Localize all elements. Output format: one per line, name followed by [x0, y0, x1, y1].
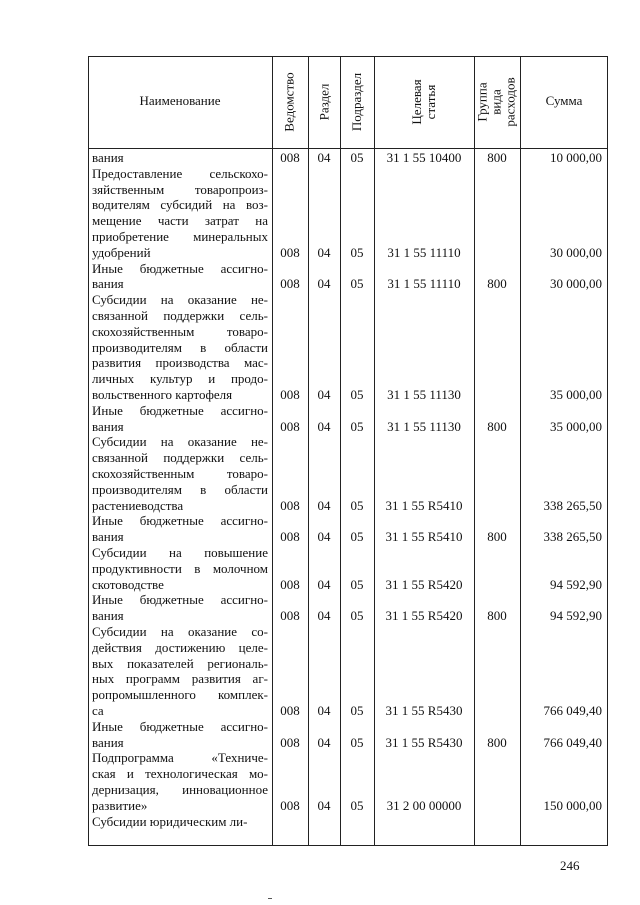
- name-line: Субсидии на оказание не-: [92, 292, 268, 308]
- vedomstvo-cell: 008: [280, 734, 300, 750]
- summa-cell: 30 000,00: [550, 244, 602, 260]
- podrazdel-cell: 05: [350, 387, 364, 402]
- name-line: са: [92, 702, 104, 718]
- summa-cell: 30 000,00: [550, 276, 602, 292]
- name-line: Предоставление сельскохо-: [92, 165, 268, 181]
- gruppa-cell: 800: [487, 418, 507, 434]
- name-line: Субсидии на оказание со-: [92, 624, 268, 639]
- name-line: вольственного картофеля: [92, 386, 233, 402]
- razdel-cell: 04: [317, 608, 331, 624]
- podrazdel-cell: 05: [350, 150, 364, 165]
- header-summa: Сумма: [545, 93, 583, 108]
- summa-cell: 35 000,00: [550, 418, 602, 434]
- name-line: вания: [92, 608, 124, 624]
- name-line: вания: [92, 150, 124, 165]
- table-row-name: [92, 403, 268, 435]
- name-line: скохозяйственным товаро-: [92, 323, 268, 339]
- summa-cell: 766 049,40: [543, 703, 602, 718]
- podrazdel-cell: 05: [350, 608, 364, 624]
- table-row-name: [92, 719, 268, 751]
- column-divider: [520, 56, 521, 846]
- summa-cell: 150 000,00: [543, 797, 602, 813]
- name-line: вания: [92, 734, 124, 750]
- razdel-cell: 04: [317, 418, 331, 434]
- gruppa-cell: 800: [487, 734, 507, 750]
- vedomstvo-cell: 008: [280, 797, 300, 813]
- vedomstvo-cell: 008: [280, 276, 300, 292]
- name-line: удобрений: [92, 244, 151, 260]
- vedomstvo-cell: 008: [280, 387, 300, 402]
- razdel-cell: 04: [317, 734, 331, 750]
- celevaya-cell: 31 1 55 11110: [387, 276, 461, 292]
- scan-speck: [268, 898, 272, 899]
- table-row-name: [92, 592, 268, 624]
- celevaya-cell: 31 1 55 R5430: [385, 703, 463, 718]
- gruppa-cell: 800: [487, 276, 507, 292]
- vedomstvo-cell: 008: [280, 244, 300, 260]
- podrazdel-cell: 05: [350, 418, 364, 434]
- name-line: Субсидии на повышение: [92, 545, 268, 560]
- name-line: Субсидии на оказание не-: [92, 434, 268, 450]
- name-line: скотоводстве: [92, 576, 164, 592]
- razdel-cell: 04: [317, 276, 331, 292]
- header-divider: [88, 148, 608, 149]
- summa-cell: 94 592,90: [550, 608, 602, 624]
- podrazdel-cell: 05: [350, 276, 364, 292]
- table-row-name: [92, 166, 268, 261]
- celevaya-cell: 31 1 55 11110: [387, 244, 461, 260]
- razdel-cell: 04: [317, 576, 331, 592]
- podrazdel-cell: 05: [350, 703, 364, 718]
- header-podrazdel: Подраздел: [349, 72, 365, 132]
- celevaya-cell: 31 1 55 11130: [387, 418, 461, 434]
- podrazdel-cell: 05: [350, 734, 364, 750]
- name-line: производителям в области: [92, 481, 268, 497]
- name-line: производителям в области: [92, 339, 268, 355]
- celevaya-cell: 31 1 55 R5430: [385, 734, 463, 750]
- name-line: вания: [92, 276, 124, 292]
- column-divider: [340, 56, 341, 846]
- name-line: вания: [92, 418, 124, 434]
- table-row-name: [92, 292, 268, 403]
- name-line: Иные бюджетные ассигно-: [92, 513, 268, 529]
- celevaya-cell: 31 1 55 R5420: [385, 608, 463, 624]
- vedomstvo-cell: 008: [280, 418, 300, 434]
- summa-cell: 766 049,40: [543, 734, 602, 750]
- table-row-name: [92, 814, 268, 830]
- table-row-name: [92, 545, 268, 592]
- name-line: вых показателей региональ-: [92, 655, 268, 671]
- celevaya-cell: 31 1 55 R5410: [385, 497, 463, 513]
- name-line: ропромышленного комплек-: [92, 687, 268, 703]
- header-celevaya-statya: Целевая статья: [409, 79, 438, 125]
- header-gruppa-vida-rashodov: Группа вида расходов: [475, 77, 518, 127]
- table-row-name: [92, 434, 268, 513]
- name-line: приобретение минеральных: [92, 228, 268, 244]
- podrazdel-cell: 05: [350, 497, 364, 513]
- name-line: связанной поддержки сель-: [92, 307, 268, 323]
- name-line: действия достижению целе-: [92, 639, 268, 655]
- name-line: Иные бюджетные ассигно-: [92, 718, 268, 734]
- vedomstvo-cell: 008: [280, 497, 300, 513]
- name-line: вания: [92, 529, 124, 545]
- header-razdel: Раздел: [316, 83, 331, 121]
- name-line: скохозяйственным товаро-: [92, 465, 268, 481]
- razdel-cell: 04: [317, 497, 331, 513]
- name-line: личных культур и продо-: [92, 371, 268, 387]
- razdel-cell: 04: [317, 529, 331, 545]
- name-line: Субсидии юридическим ли-: [92, 813, 248, 829]
- razdel-cell: 04: [317, 797, 331, 813]
- vedomstvo-cell: 008: [280, 703, 300, 718]
- vedomstvo-cell: 008: [280, 150, 300, 165]
- name-line: водителям субсидий на воз-: [92, 197, 268, 213]
- podrazdel-cell: 05: [350, 797, 364, 813]
- name-line: продуктивности в молочном: [92, 560, 268, 576]
- page-number: 246: [560, 858, 580, 873]
- table-row-name: [92, 624, 268, 719]
- name-line: зяйственным товаропроиз-: [92, 181, 268, 197]
- podrazdel-cell: 05: [350, 576, 364, 592]
- celevaya-cell: 31 1 55 11130: [387, 387, 461, 402]
- celevaya-cell: 31 1 55 R5420: [385, 576, 463, 592]
- name-line: ных программ развития аг-: [92, 671, 268, 687]
- name-line: связанной поддержки сель-: [92, 450, 268, 466]
- gruppa-cell: 800: [487, 529, 507, 545]
- summa-cell: 94 592,90: [550, 576, 602, 592]
- name-line: дернизация, инновационное: [92, 781, 268, 797]
- summa-cell: 338 265,50: [543, 497, 602, 513]
- celevaya-cell: 31 1 55 R5410: [385, 529, 463, 545]
- name-line: Иные бюджетные ассигно-: [92, 592, 268, 608]
- summa-cell: 10 000,00: [550, 150, 602, 165]
- name-line: ская и технологическая мо-: [92, 766, 268, 782]
- razdel-cell: 04: [317, 150, 331, 165]
- column-divider: [308, 56, 309, 846]
- name-line: Иные бюджетные ассигно-: [92, 260, 268, 276]
- table-row-name: [92, 150, 268, 166]
- column-divider: [474, 56, 475, 846]
- header-name: Наименование: [139, 93, 221, 108]
- summa-cell: 35 000,00: [550, 387, 602, 402]
- podrazdel-cell: 05: [350, 244, 364, 260]
- column-divider: [272, 56, 273, 846]
- name-line: Иные бюджетные ассигно-: [92, 402, 268, 418]
- podrazdel-cell: 05: [350, 529, 364, 545]
- vedomstvo-cell: 008: [280, 529, 300, 545]
- table-row-name: [92, 261, 268, 293]
- celevaya-cell: 31 1 55 10400: [386, 150, 462, 165]
- name-line: Подпрограмма «Техниче-: [92, 750, 268, 766]
- celevaya-cell: 31 2 00 00000: [386, 797, 462, 813]
- table-row-name: [92, 513, 268, 545]
- name-line: мещение части затрат на: [92, 213, 268, 229]
- table-row-name: [92, 750, 268, 813]
- column-divider: [374, 56, 375, 846]
- name-line: развитие»: [92, 797, 148, 813]
- gruppa-cell: 800: [487, 150, 507, 165]
- razdel-cell: 04: [317, 703, 331, 718]
- razdel-cell: 04: [317, 387, 331, 402]
- summa-cell: 338 265,50: [543, 529, 602, 545]
- name-line: развития производства мас-: [92, 355, 268, 371]
- vedomstvo-cell: 008: [280, 576, 300, 592]
- name-line: растениеводства: [92, 497, 184, 513]
- gruppa-cell: 800: [487, 608, 507, 624]
- header-vedomstvo: Ведомство: [282, 72, 297, 132]
- vedomstvo-cell: 008: [280, 608, 300, 624]
- razdel-cell: 04: [317, 244, 331, 260]
